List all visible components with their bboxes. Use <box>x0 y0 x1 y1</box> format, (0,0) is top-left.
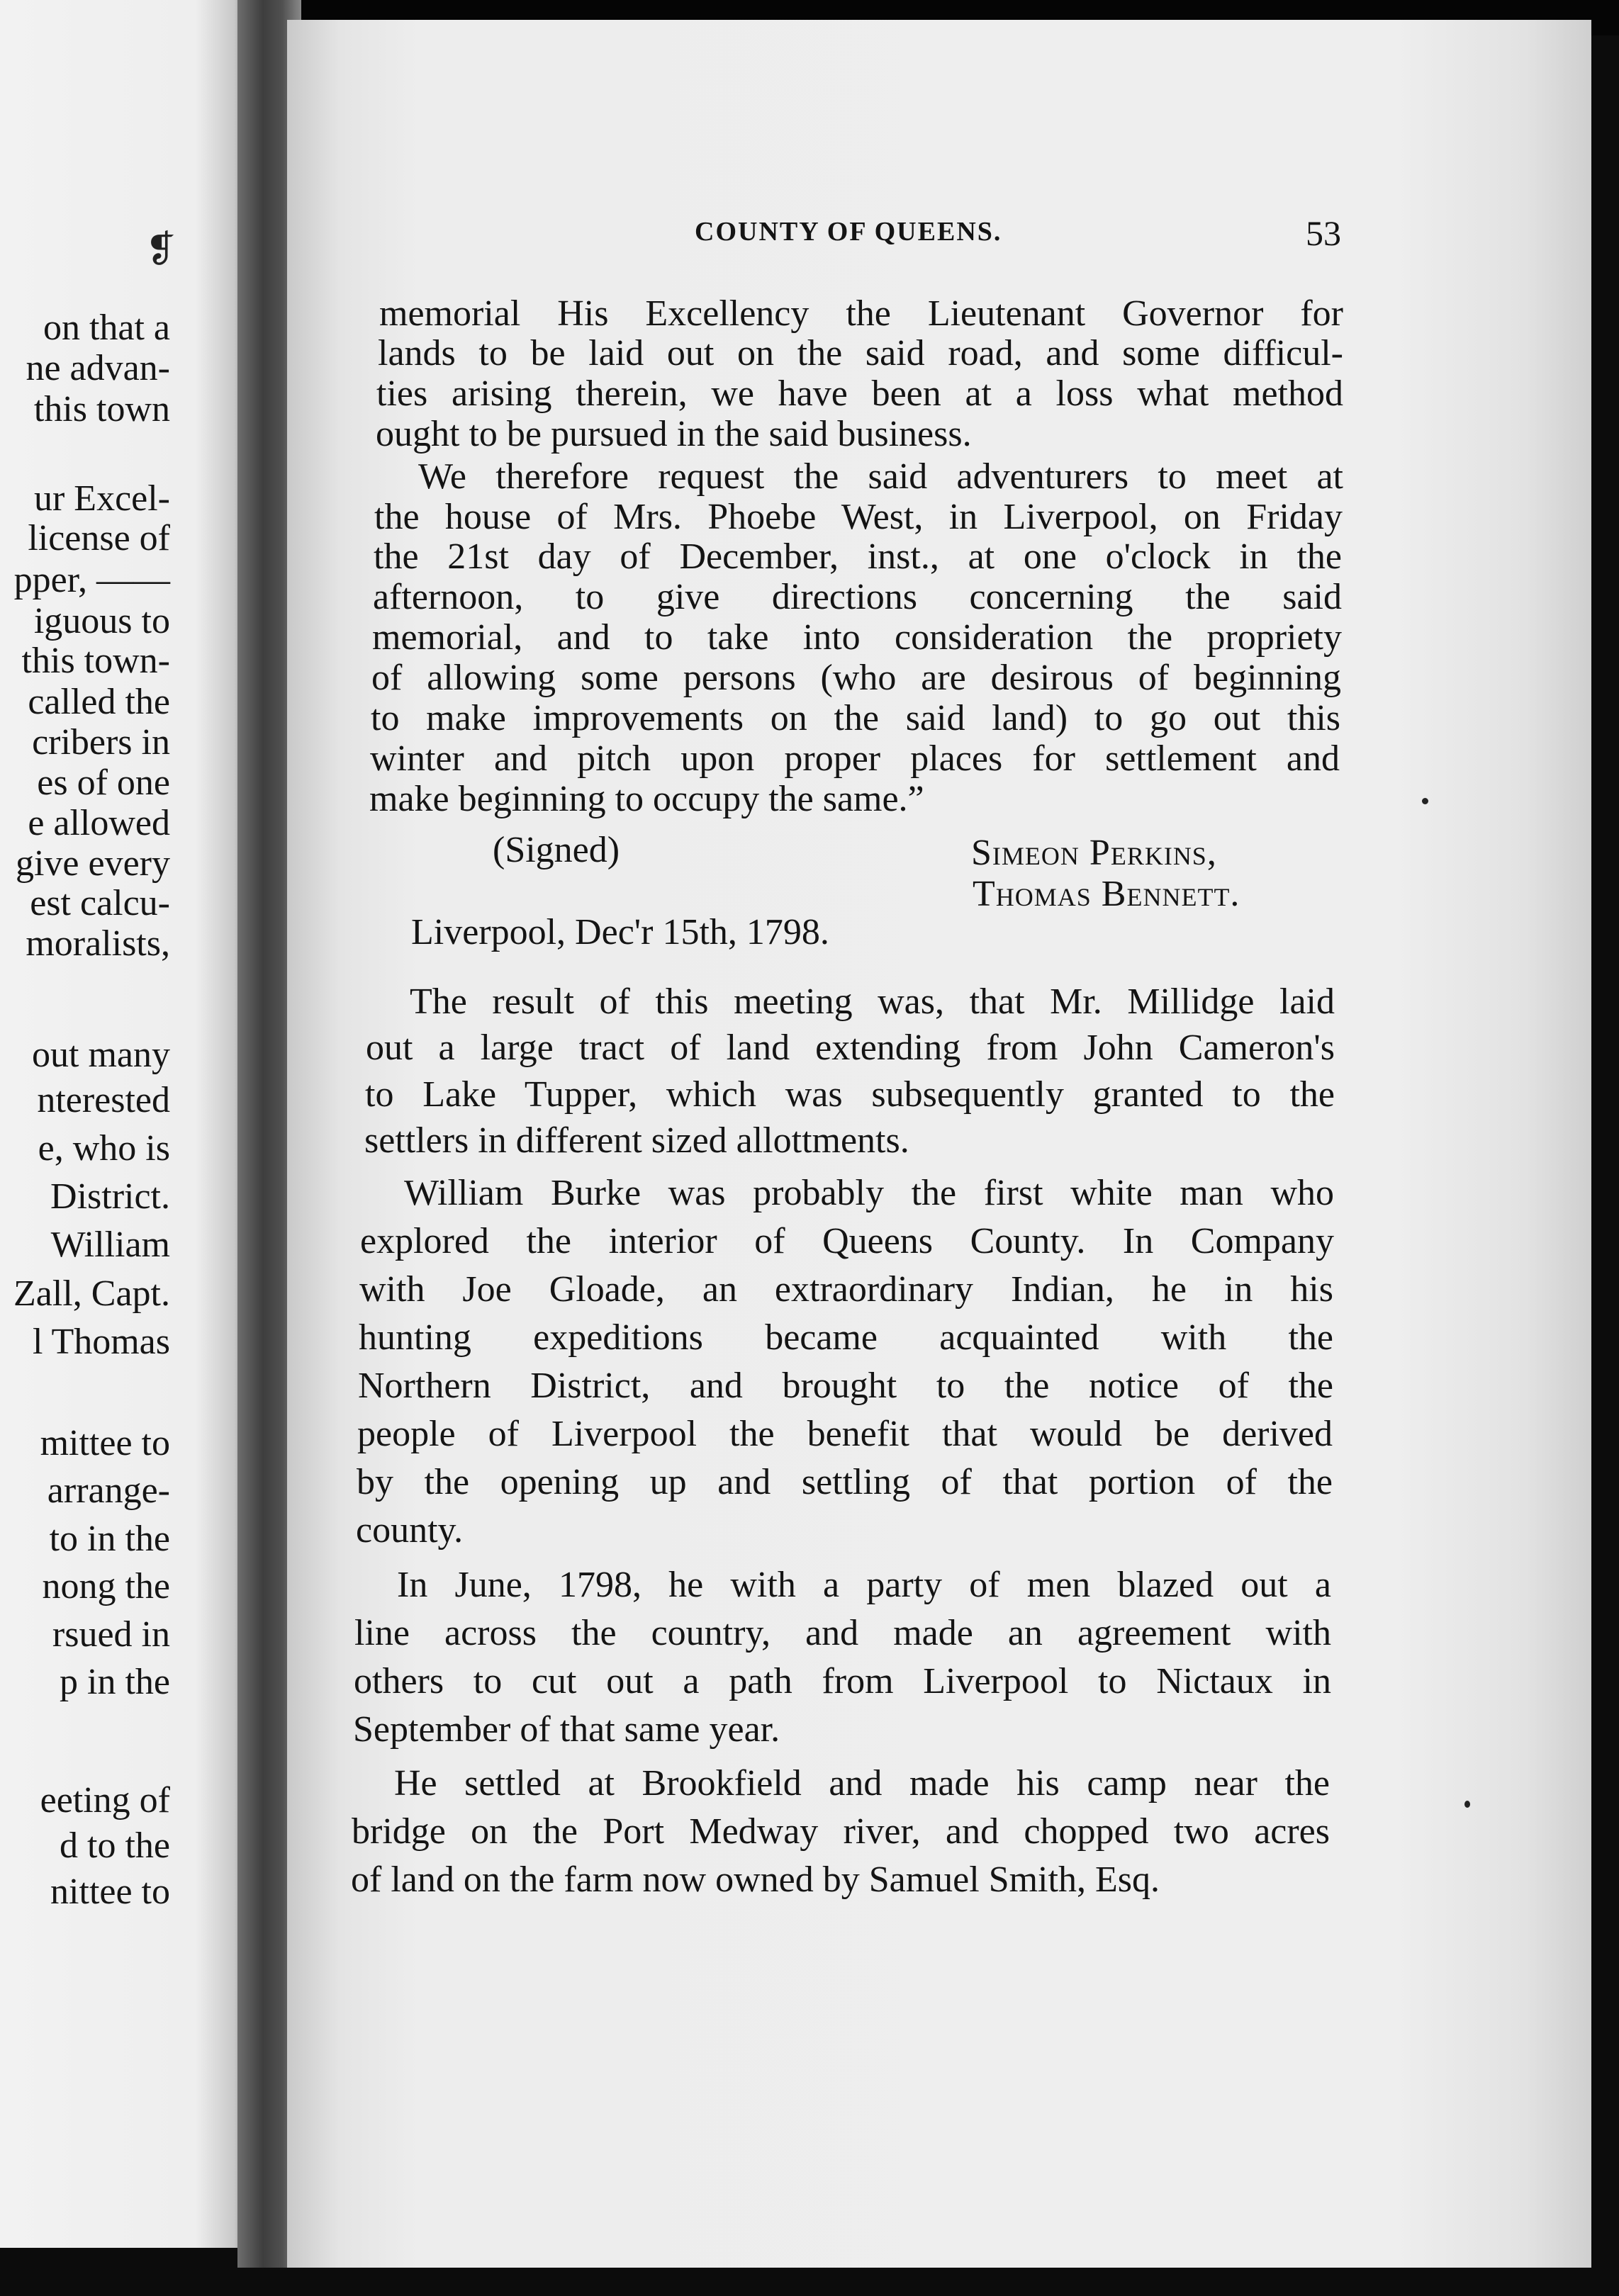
text-line: explored the interior of Queens County. In Company <box>360 1221 1334 1261</box>
fragment-line: est calcu- <box>30 883 170 923</box>
fragment-line: nong the <box>42 1566 170 1606</box>
fragment-line: to in the <box>49 1519 170 1559</box>
text-line: county. <box>356 1510 464 1551</box>
text-line: of allowing some persons (who are desirous of beginning <box>371 658 1341 698</box>
left-page-text-fragments <box>0 0 241 2248</box>
fragment-line: William <box>50 1225 170 1265</box>
fragment-line: rsued in <box>52 1614 170 1655</box>
fragment-line: Zall, Capt. <box>13 1273 170 1314</box>
text-line: Northern District, and brought to the notice of the <box>358 1366 1333 1406</box>
signatory-name: Thomas Bennett. <box>973 874 1240 914</box>
fragment-line: ur Excel- <box>33 478 170 519</box>
left-page-ornament: ❡ <box>145 230 177 270</box>
text-line: line across the country, and made an agreement with <box>354 1613 1331 1653</box>
fragment-line: iguous to <box>33 601 170 641</box>
text-line: The result of this meeting was, that Mr. Millidge laid <box>410 981 1335 1022</box>
fragment-line: called the <box>28 682 170 722</box>
text-line: the house of Mrs. Phoebe West, in Liverpool, on Friday <box>374 497 1343 537</box>
fragment-line: d to the <box>60 1825 170 1866</box>
signatory-name: Simeon Perkins, <box>971 833 1217 873</box>
text-line: settlers in different sized allottments. <box>364 1120 909 1161</box>
fragment-line: nittee to <box>50 1872 170 1912</box>
fragment-line: arrange- <box>47 1470 170 1511</box>
fragment-line: ne advan- <box>26 348 170 388</box>
text-line: the 21st day of December, inst., at one o'clock in the <box>374 536 1342 577</box>
text-line: We therefore request the said adventurers to meet at <box>418 456 1343 497</box>
text-line: lands to be laid out on the said road, and some difficul- <box>378 333 1343 373</box>
text-line: others to cut out a path from Liverpool to Nictaux in <box>354 1661 1331 1701</box>
text-line: bridge on the Port Medway river, and chopped two acres <box>352 1811 1330 1852</box>
text-line: hunting expeditions became acquainted with the <box>359 1317 1333 1358</box>
fragment-line: moralists, <box>26 923 170 964</box>
text-line: to make improvements on the said land) to go out this <box>371 698 1340 738</box>
fragment-line: this town- <box>21 641 170 681</box>
text-line: He settled at Brookfield and made his camp near the <box>394 1763 1330 1803</box>
left-page <box>0 0 245 2248</box>
text-line: memorial, and to take into consideration the propriety <box>372 617 1342 658</box>
fragment-line: give every <box>15 843 170 884</box>
text-line: afternoon, to give directions concerning the said <box>373 577 1342 617</box>
fragment-line: District. <box>50 1176 170 1217</box>
fragment-line: this town <box>33 389 170 429</box>
running-title: COUNTY OF QUEENS. <box>695 217 1002 247</box>
fragment-line: l Thomas <box>32 1322 170 1362</box>
fragment-line: p in the <box>60 1662 170 1702</box>
fragment-line: e allowed <box>28 803 170 843</box>
fragment-line: cribers in <box>32 722 170 762</box>
text-line: people of Liverpool the benefit that would be derived <box>357 1414 1333 1454</box>
text-line: memorial His Excellency the Lieutenant Governor for <box>379 293 1343 334</box>
fragment-line: mittee to <box>40 1423 170 1463</box>
fragment-line: out many <box>32 1035 170 1075</box>
dateline: Liverpool, Dec'r 15th, 1798. <box>411 912 829 952</box>
text-line: ought to be pursued in the said business. <box>376 414 972 454</box>
signed-label: (Signed) <box>493 830 620 870</box>
fragment-line: on that a <box>43 308 170 348</box>
text-line: make beginning to occupy the same.” <box>369 779 924 819</box>
page-number: 53 <box>1306 213 1341 253</box>
fragment-line: eeting of <box>40 1780 170 1821</box>
scan-speck <box>1464 1801 1470 1808</box>
fragment-line: license of <box>28 518 170 558</box>
text-line: out a large tract of land extending from John Cameron's <box>366 1028 1335 1068</box>
fragment-line: e, who is <box>38 1128 170 1169</box>
text-line: of land on the farm now owned by Samuel Smith, Esq. <box>351 1859 1160 1900</box>
text-line: September of that same year. <box>353 1709 780 1750</box>
text-line: with Joe Gloade, an extraordinary Indian, he in his <box>359 1269 1333 1310</box>
scan-speck <box>1422 798 1428 804</box>
text-line: by the opening up and settling of that portion of the <box>357 1462 1333 1502</box>
fragment-line: nterested <box>37 1080 170 1120</box>
fragment-line: pper, —— <box>13 560 170 600</box>
text-line: ties arising therein, we have been at a loss what method <box>376 373 1343 414</box>
fragment-line: es of one <box>37 762 170 803</box>
text-line: William Burke was probably the first white man who <box>404 1173 1334 1213</box>
text-line: to Lake Tupper, which was subsequently granted to the <box>365 1074 1335 1115</box>
text-line: winter and pitch upon proper places for settlement and <box>370 738 1340 779</box>
text-line: In June, 1798, he with a party of men blazed out a <box>397 1565 1331 1605</box>
